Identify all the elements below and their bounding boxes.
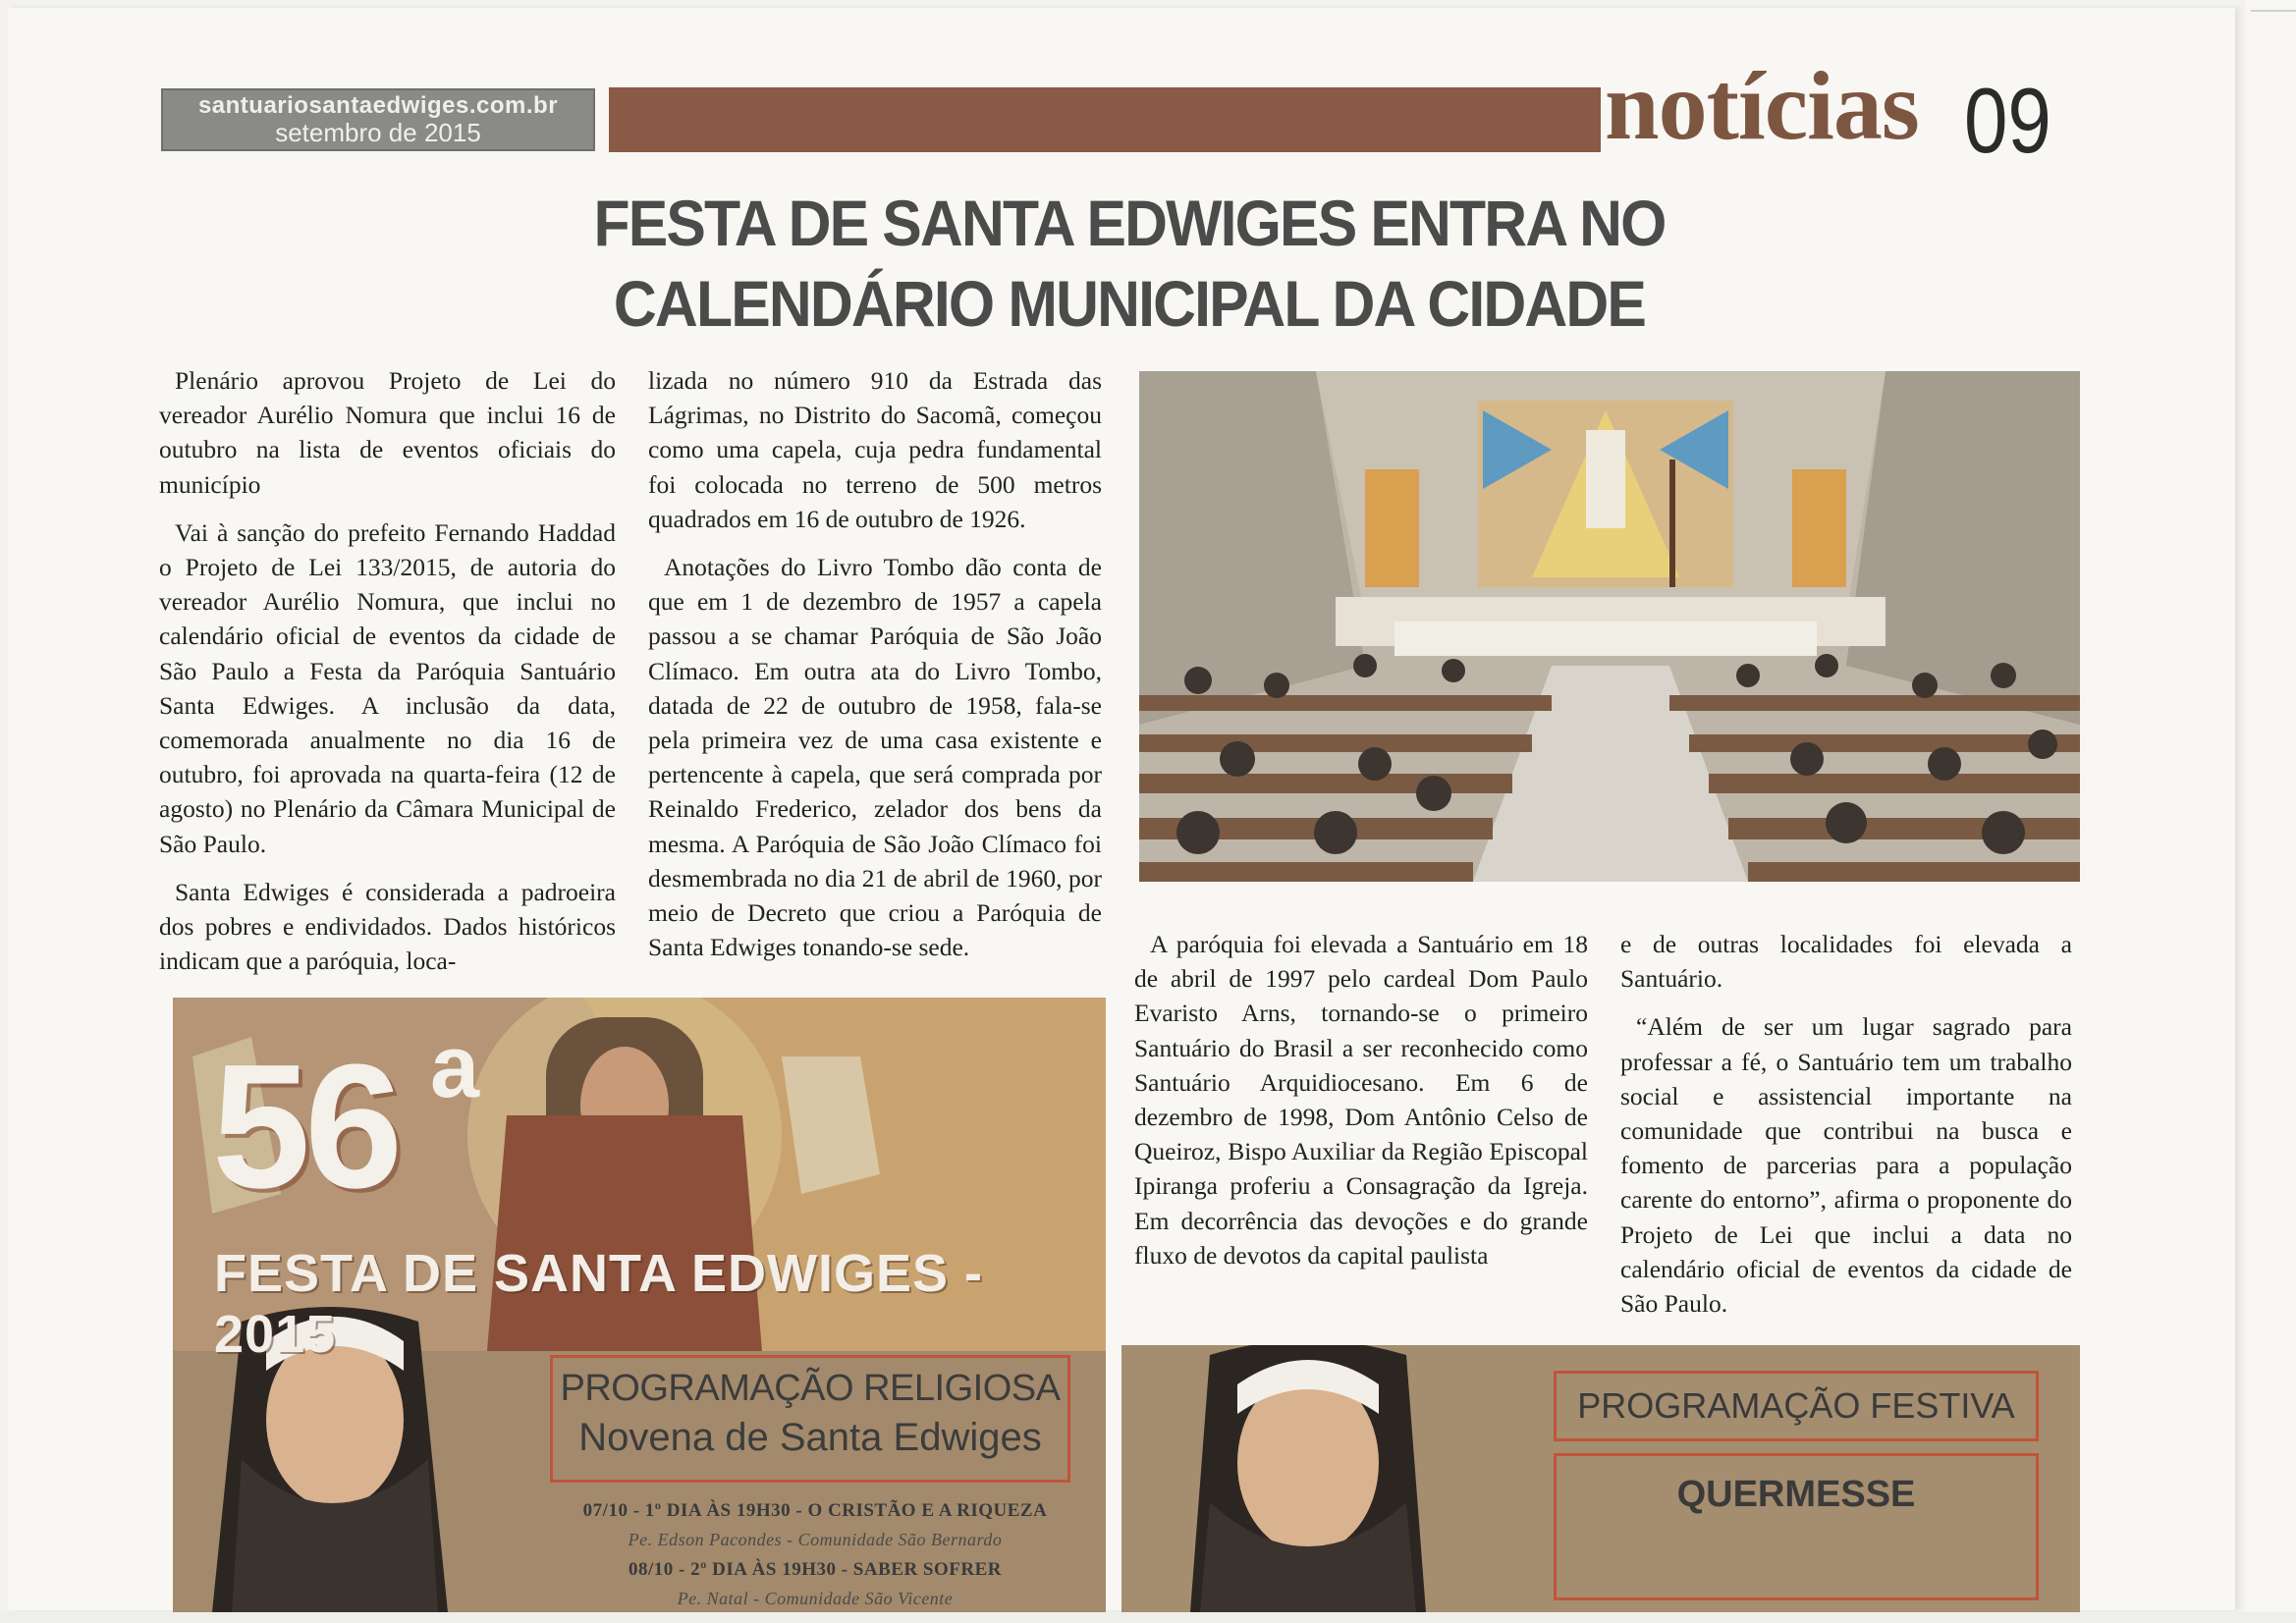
page-number: 09 xyxy=(1964,69,2051,172)
article-column-2 xyxy=(648,363,1102,978)
religious-program-poster xyxy=(173,998,1106,1612)
edition-ordinal: a xyxy=(430,1018,480,1116)
festive-program-box: PROGRAMAÇÃO FESTIVA xyxy=(1554,1371,2039,1441)
paragraph: Santa Edwiges é considerada a padroeira dos pobres e endividados. Dados históricos indicam que a paróquia, loca- xyxy=(159,877,616,976)
paragraph: A paróquia foi elevada a Santuário em 18 de abril de 1997 pelo cardeal Dom Paulo Evaristo Arns, tornando-se o primeiro Santuário do Brasil a ser reconhecido como Santuário Arquidiocesano. Em 6 de dezembro de 1998, Dom Antônio Celso de Queiroz, Bispo Auxiliar da Região Episcopal Ipiranga proferiu a Consagração da Igreja. Em decorrência das devoções e do grande fluxo de devotos da capital paulista xyxy=(1134,930,1588,1270)
paragraph: Plenário aprovou Projeto de Lei do vereador Aurélio Nomura que inclui 16 de outubro na lista de eventos oficiais do município xyxy=(159,366,616,499)
page-fold-mark xyxy=(2251,10,2296,12)
novena-title: Novena de Santa Edwiges xyxy=(578,1416,1042,1459)
schedule-line: 08/10 - 2º DIA ÀS 19H30 - SABER SOFRER xyxy=(629,1559,1002,1580)
event-title: QUERMESSE xyxy=(1676,1474,1916,1515)
paragraph: “Além de ser um lugar sagrado para professar a fé, o Santuário tem um trabalho social e assistencial importante na comunidade que contribui na busca e fomento de parcerias para a população carente do entorno”, afirma o proponente do Projeto de Lei que inclui a data no calendário oficial de eventos da cidade de São Paulo. xyxy=(1620,1012,2072,1319)
section-title: notícias xyxy=(1605,51,1919,160)
paragraph: lizada no número 910 da Estrada das Lágrimas, no Distrito do Sacomã, começou como uma capela, cuja pedra fundamental foi colocada no terreno de 500 metros quadrados em 16 de outubro de 1926. xyxy=(648,366,1102,533)
article-column-3 xyxy=(1134,927,1588,1286)
site-info-box xyxy=(161,88,595,151)
festival-title: FESTA DE SANTA EDWIGES - 2015 xyxy=(214,1244,984,1364)
headline xyxy=(542,183,1717,344)
event-box xyxy=(1554,1453,2039,1600)
schedule-line: 07/10 - 1º DIA ÀS 19H30 - O CRISTÃO E A RIQUEZA xyxy=(582,1500,1048,1521)
festive-program-poster xyxy=(1121,1345,2080,1612)
schedule-sub: Pe. Edson Pacondes - Comunidade São Bernardo xyxy=(628,1530,1003,1549)
program-title: PROGRAMAÇÃO RELIGIOSA xyxy=(560,1368,1061,1409)
issue-date: setembro de 2015 xyxy=(275,118,481,147)
headline-line-1: FESTA DE SANTA EDWIGES ENTRA NO xyxy=(593,187,1666,259)
article-column-4 xyxy=(1620,927,2072,1334)
scan-border xyxy=(0,1612,2296,1623)
paragraph: Vai à sanção do prefeito Fernando Haddad o Projeto de Lei 133/2015, de autoria do vereador Aurélio Nomura, que inclui no calendário oficial de eventos da cidade de São Paulo a Festa da Paróquia Santuário Santa Edwiges. A inclusão da data, comemorada anualmente no dia 16 de outubro, foi aprovada na quarta-feira (12 de agosto) no Plenário da Câmara Municipal de São Paulo. xyxy=(159,517,616,858)
paragraph: e de outras localidades foi elevada a Santuário. xyxy=(1620,930,2072,994)
headline-line-2: CALENDÁRIO MUNICIPAL DA CIDADE xyxy=(613,267,1646,340)
article-column-1 xyxy=(159,363,616,992)
page-edge xyxy=(2245,0,2296,1623)
church-interior-photo xyxy=(1139,371,2080,882)
schedule-sub: Pe. Natal - Comunidade São Vicente xyxy=(677,1589,954,1608)
site-url: santuariosantaedwiges.com.br xyxy=(197,92,559,119)
paragraph: Anotações do Livro Tombo dão conta de que em 1 de dezembro de 1957 a capela passou a se chamar Paróquia de São João Clímaco. Em outra ata do Livro Tombo, datada de 22 de outubro de 1958, fala-se pela primeira vez de uma casa existente e pertencente à capela, que será comprada por Reinaldo Frederico, zelador dos bens da mesma. A Paróquia de São João Clímaco foi desmembrada no dia 21 de abril de 1960, por meio de Decreto que criou a Paróquia de Santa Edwiges tonando-se sede. xyxy=(648,553,1102,962)
religious-program-box xyxy=(550,1355,1070,1483)
edition-number: 56 xyxy=(212,1028,398,1225)
header-bar xyxy=(609,87,1601,152)
